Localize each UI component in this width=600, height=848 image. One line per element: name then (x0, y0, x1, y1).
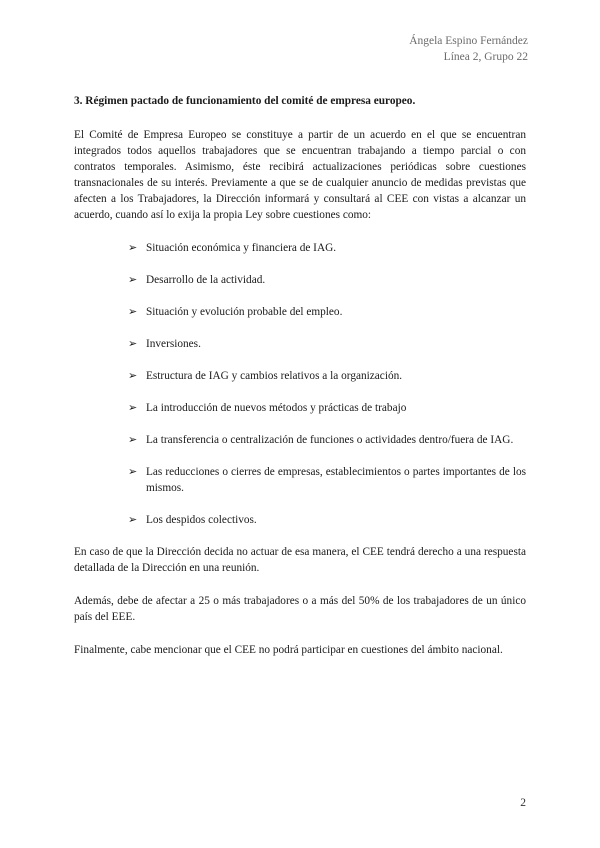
list-item-text: La transferencia o centralización de funciones o actividades dentro/fuera de IAG. (146, 434, 514, 446)
arrow-bullet-icon: ➢ (128, 465, 138, 478)
list-item-text: Los despidos colectivos. (146, 514, 257, 526)
list-item-text: Situación y evolución probable del empleo. (146, 306, 343, 318)
arrow-bullet-icon: ➢ (128, 305, 138, 318)
arrow-bullet-icon: ➢ (128, 337, 138, 350)
paragraph-response: En caso de que la Dirección decida no actuar de esa manera, el CEE tendrá derecho a una respuesta detallada de la Dirección en una reunión. (74, 546, 526, 574)
paragraph-conclusion: Finalmente, cabe mencionar que el CEE no podrá participar en cuestiones del ámbito nacional. (74, 644, 503, 656)
arrow-bullet-icon: ➢ (128, 401, 138, 414)
intro-paragraph: El Comité de Empresa Europeo se constituye a partir de un acuerdo en el que se encuentran integrados todos aquellos trabajadores que se encuentran trabajando a tiempo parcial o con contratos temporales. Asimismo, éste recibirá actualizaciones periódicas sobre cuestiones transnacionales de su interés. Previamente a que se de cualquier anuncio de medidas previstas que afecten a los Trabajadores, la Dirección informará y consultará al CEE con vistas a alcanzar un acuerdo, cuando así lo exija la propia Ley sobre cuestiones como: (74, 129, 526, 221)
bullet-list (74, 240, 526, 528)
list-item-text: Desarrollo de la actividad. (146, 274, 266, 286)
list-item (74, 272, 526, 288)
list-item-text: Las reducciones o cierres de empresas, establecimientos o partes importantes de los mismos. (146, 466, 526, 494)
arrow-bullet-icon: ➢ (128, 241, 138, 254)
list-item-text: Situación económica y financiera de IAG. (146, 242, 337, 254)
paragraph-threshold: Además, debe de afectar a 25 o más trabajadores o a más del 50% de los trabajadores de un único país del EEE. (74, 595, 526, 623)
list-item (74, 368, 526, 384)
list-item (74, 400, 526, 416)
document-body (74, 93, 526, 675)
section-title: 3. Régimen pactado de funcionamiento del comité de empresa europeo. (74, 95, 416, 107)
list-item-text: Estructura de IAG y cambios relativos a la organización. (146, 370, 403, 382)
list-item-text: Inversiones. (146, 338, 201, 350)
page-number: 2 (520, 797, 526, 809)
author-name: Ángela Espino Fernández (409, 35, 528, 47)
list-item (74, 432, 526, 448)
arrow-bullet-icon: ➢ (128, 513, 138, 526)
page-header (409, 33, 528, 65)
list-item (74, 336, 526, 352)
arrow-bullet-icon: ➢ (128, 273, 138, 286)
arrow-bullet-icon: ➢ (128, 369, 138, 382)
arrow-bullet-icon: ➢ (128, 433, 138, 446)
list-item-text: La introducción de nuevos métodos y prácticas de trabajo (146, 402, 407, 414)
list-item (74, 240, 526, 256)
group-label: Línea 2, Grupo 22 (443, 51, 528, 63)
list-item (74, 512, 526, 528)
list-item (74, 464, 526, 496)
list-item (74, 304, 526, 320)
